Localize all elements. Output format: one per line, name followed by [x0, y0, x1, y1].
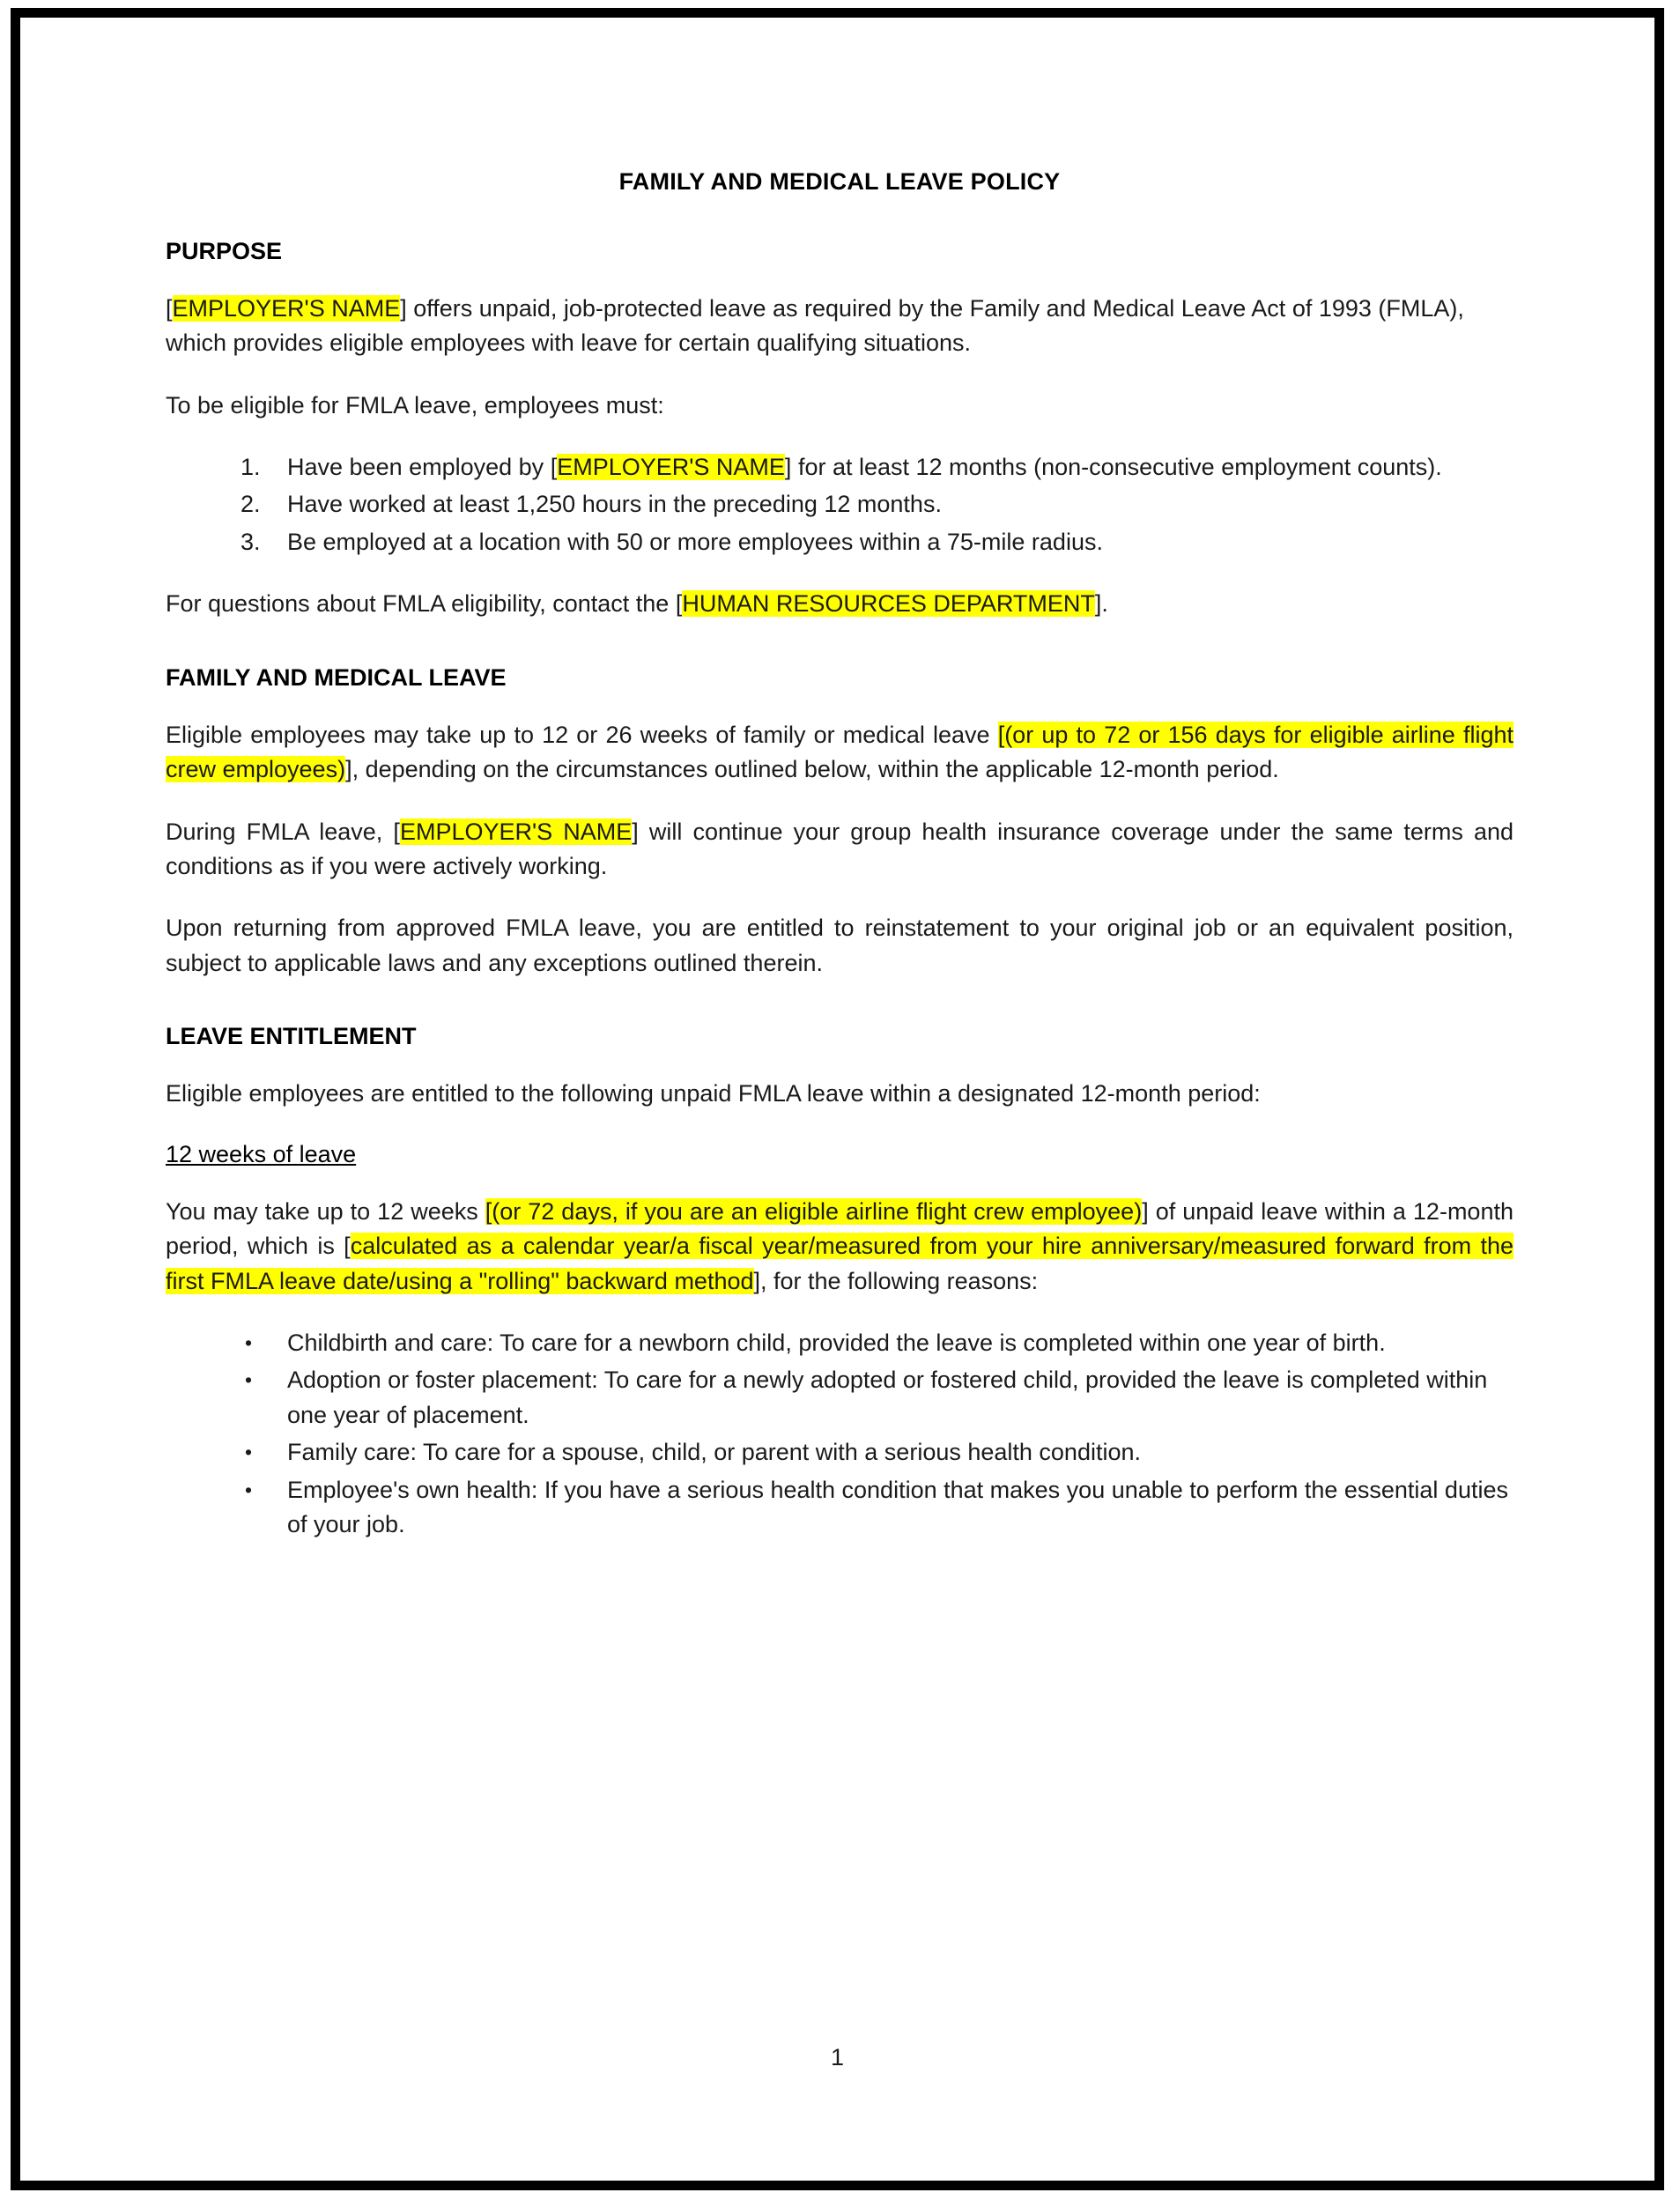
list-item — [166, 450, 1513, 485]
highlight-employers-name: EMPLOYER'S NAME — [557, 454, 785, 481]
eligibility-lead-paragraph: To be eligible for FMLA leave, employees must: — [166, 391, 664, 419]
highlight-employers-name: EMPLOYER'S NAME — [172, 294, 401, 322]
open-bracket: [ — [550, 454, 558, 481]
bullet-icon: • — [245, 1331, 253, 1355]
item-text-before: Be employed at a location with 50 or more employees within a 75-mile radius. — [287, 528, 1103, 555]
list-item — [166, 487, 1513, 522]
leave-entitlement-intro: Eligible employees are entitled to the following unpaid FMLA leave within a designated 12-month period: — [166, 1080, 1261, 1107]
list-item — [166, 1363, 1513, 1433]
qualifying-reasons-list — [166, 1326, 1513, 1542]
list-marker: 1. — [241, 454, 261, 481]
list-item-label: Employee's own health: If you have a serious health condition that makes you unable to perform the essential duties of your job. — [287, 1476, 1508, 1538]
page-title: FAMILY AND MEDICAL LEAVE POLICY — [618, 168, 1061, 195]
bullet-icon: • — [245, 1368, 253, 1392]
list-marker: 3. — [241, 528, 261, 555]
contact-text-after: ]. — [1094, 590, 1108, 618]
section-heading-leave-entitlement: LEAVE ENTITLEMENT — [166, 1023, 417, 1050]
purpose-intro-paragraph — [166, 292, 1513, 361]
fml-paragraph-2 — [166, 815, 1513, 885]
list-item — [166, 525, 1513, 559]
open-bracket: [ — [393, 818, 400, 845]
highlight-human-resources-department: HUMAN RESOURCES DEPARTMENT — [682, 590, 1095, 618]
list-item-label: Adoption or foster placement: To care for a newly adopted or fostered child, provided the leave is completed within one year of placement. — [287, 1367, 1488, 1428]
fml-p2-after: ] will continue your group health insurance coverage under the same terms and conditions as if you were actively working. — [166, 818, 1514, 879]
open-bracket: [ — [675, 590, 683, 618]
purpose-intro-rest: ] offers unpaid, job-protected leave as required by the Family and Medical Leave Act of 1993 (FMLA), which provides eligible employees with leave for certain qualifying situations. — [166, 294, 1464, 357]
highlight-airline-flight-crew-days: [(or up to 72 or 156 days for eligible airline flight crew employees) — [166, 721, 1513, 783]
item-text-before: Have been employed by — [287, 454, 551, 481]
highlight-72-days-flight-crew: [(or 72 days, if you are an eligible airline flight crew employee) — [485, 1197, 1143, 1225]
bullet-icon: • — [245, 1478, 253, 1501]
list-item — [166, 1473, 1513, 1543]
contact-text-before: For questions about FMLA eligibility, contact the — [166, 590, 676, 618]
list-item-label: Family care: To care for a spouse, child, or parent with a serious health condition. — [287, 1439, 1141, 1466]
item-text-after: for at least 12 months (non-consecutive employment counts). — [791, 454, 1442, 481]
section-heading-purpose: PURPOSE — [166, 237, 283, 264]
eligibility-requirements-list — [166, 450, 1513, 559]
twelve-weeks-middle: ] of unpaid leave within a 12-month period, which is [ — [166, 1197, 1513, 1260]
list-item-label: Childbirth and care: To care for a newborn child, provided the leave is completed within one year of birth. — [287, 1330, 1386, 1357]
twelve-weeks-after: ], for the following reasons: — [753, 1267, 1039, 1294]
fml-p1-before: Eligible employees may take up to 12 or 26 weeks of family or medical leave — [166, 721, 998, 748]
subheading-12-weeks-of-leave: 12 weeks of leave — [166, 1140, 357, 1167]
highlight-calculation-method: calculated as a calendar year/a fiscal year/measured from your hire anniversary/measured forward from the first FMLA leave date/using a "rolling" backward method — [166, 1233, 1513, 1294]
section-heading-family-and-medical-leave: FAMILY AND MEDICAL LEAVE — [166, 663, 507, 691]
fml-p2-before: During FMLA leave, — [166, 818, 394, 845]
bullet-icon: • — [245, 1441, 253, 1464]
list-marker: 2. — [241, 491, 261, 518]
list-item — [166, 1326, 1513, 1360]
fml-paragraph-3: Upon returning from approved FMLA leave, you are entitled to reinstatement to your original job or an equivalent position, subject to applicable laws and any exceptions outlined therein. — [166, 915, 1513, 976]
list-item — [166, 1435, 1513, 1470]
contact-hr-paragraph — [166, 587, 1513, 621]
twelve-weeks-paragraph — [166, 1195, 1513, 1299]
page-number-footer: 1 — [830, 2044, 845, 2070]
paper-sheet — [20, 18, 1654, 2181]
fml-paragraph-1 — [166, 718, 1513, 788]
highlight-employers-name: EMPLOYER'S NAME — [399, 818, 633, 845]
fml-p1-after: ], depending on the circumstances outlined below, within the applicable 12-month period. — [345, 756, 1279, 783]
document-content — [166, 167, 1513, 1569]
open-bracket: [ — [166, 294, 173, 322]
item-text-before: Have worked at least 1,250 hours in the preceding 12 months. — [287, 491, 942, 518]
twelve-weeks-before: You may take up to 12 weeks — [166, 1197, 485, 1225]
close-bracket: ] — [784, 454, 792, 481]
